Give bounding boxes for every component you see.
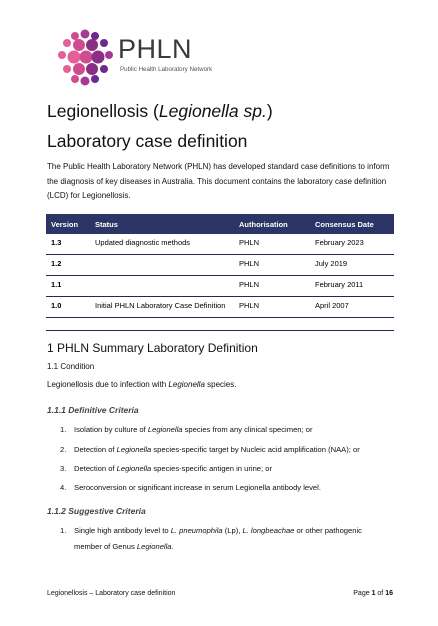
logo-dot [80,51,93,64]
cell-authorisation: PHLN [234,276,310,297]
logo-dot [105,51,113,59]
logo-dot [86,39,98,51]
cell-date: February 2023 [310,234,394,255]
logo-name: PHLN [118,34,193,64]
list-item: 3. Detection of Legionella species-specific antigen in urine; or [60,464,272,473]
logo-dot [81,77,90,86]
list-item-continuation: member of Genus Legionella. [74,542,174,551]
suggestive-criteria-heading: 1.1.2 Suggestive Criteria [47,506,146,516]
cell-date: April 2007 [310,297,394,318]
cell-version: 1.2 [46,255,90,276]
cell-authorisation: PHLN [234,234,310,255]
condition-text: Legionellosis due to infection with Legionella species. [47,380,237,389]
logo-dot [81,30,90,39]
logo-dot [71,75,79,83]
list-item: 1. Isolation by culture of Legionella species from any clinical specimen; or [60,425,313,434]
section-heading: 1 PHLN Summary Laboratory Definition [47,341,258,355]
logo-dot [68,51,81,64]
footer-title: Legionellosis – Laboratory case definition [47,590,176,597]
cell-status [90,276,234,297]
cell-date: July 2019 [310,255,394,276]
logo-dot [63,39,71,47]
col-consensus-date: Consensus Date [310,214,394,234]
col-status: Status [90,214,234,234]
logo-dot [92,51,105,64]
logo-dot [86,63,98,75]
subsection-heading: 1.1 Condition [47,362,95,371]
cell-authorisation: PHLN [234,297,310,318]
table-row [46,276,394,297]
cell-date: February 2011 [310,276,394,297]
logo-subtitle: Public Health Laboratory Network [120,66,213,73]
definitive-criteria-heading: 1.1.1 Definitive Criteria [47,405,139,415]
cell-version: 1.0 [46,297,90,318]
table-row [46,297,394,318]
section-divider [46,330,394,331]
cell-version: 1.1 [46,276,90,297]
cell-version: 1.3 [46,234,90,255]
version-table [46,214,394,318]
table-row [46,255,394,276]
cell-status: Initial PHLN Laboratory Case Definition [90,297,234,318]
col-authorisation: Authorisation [234,214,310,234]
logo-dot [58,51,66,59]
logo-dot [73,63,85,75]
intro-paragraph: The Public Health Laboratory Network (PHLN) has developed standard case definitions to inform the diagnosis of key diseases in Australia. This document contains the laboratory case definition (LCD) for Legionellosis. [47,162,390,200]
logo-dot [100,65,108,73]
document-title: Legionellosis (Legionella sp.) [47,101,273,121]
logo-dot [73,39,85,51]
phln-logo [56,28,256,88]
list-item: 4. Seroconversion or significant increase in serum Legionella antibody level. [60,483,321,492]
page-number: Page 1 of 16 [353,590,393,597]
logo-dot [100,39,108,47]
col-version: Version [46,214,90,234]
table-row [46,234,394,255]
document-subtitle: Laboratory case definition [47,131,248,151]
cell-authorisation: PHLN [234,255,310,276]
cell-status [90,255,234,276]
list-item: 1. Single high antibody level to L. pneumophila (Lp), L. longbeachae or other pathogenic [60,526,362,535]
phln-logo-mark [56,28,114,86]
logo-dot [91,75,99,83]
logo-dot [71,32,79,40]
list-item: 2. Detection of Legionella species-specific target by Nucleic acid amplification (NAA); or [60,445,360,454]
logo-dot [91,32,99,40]
logo-dot [63,65,71,73]
cell-status: Updated diagnostic methods [90,234,234,255]
